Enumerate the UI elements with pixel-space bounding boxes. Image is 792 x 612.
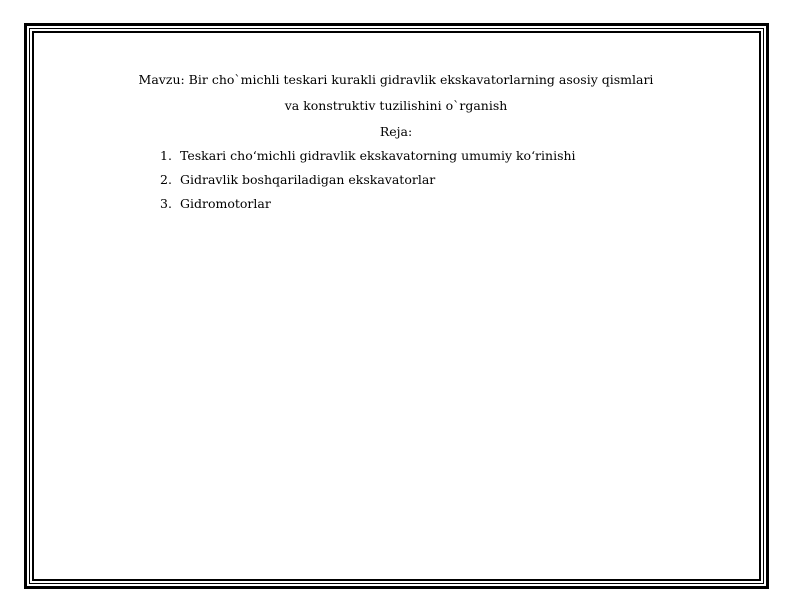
plan-item-text: Teskari cho‘michli gidravlik ekskavatorning umumiy ko‘rinishi [180, 148, 576, 163]
plan-item-number: 3. [160, 196, 172, 211]
plan-item-text: Gidromotorlar [180, 196, 271, 211]
plan-list [160, 148, 576, 220]
document-title-line-2: va konstruktiv tuzilishini o`rganish [284, 98, 508, 113]
plan-item-text: Gidravlik boshqariladigan ekskavatorlar [180, 172, 436, 187]
plan-item-number: 2. [160, 172, 172, 187]
plan-item-number: 1. [160, 148, 172, 163]
plan-item-3 [160, 196, 576, 220]
plan-item-1 [160, 148, 576, 172]
document-title-line-1: Mavzu: Bir cho`michli teskari kurakli gidravlik ekskavatorlarning asosiy qismlari [138, 72, 654, 87]
plan-item-2 [160, 172, 576, 196]
plan-heading: Reja: [379, 124, 413, 139]
